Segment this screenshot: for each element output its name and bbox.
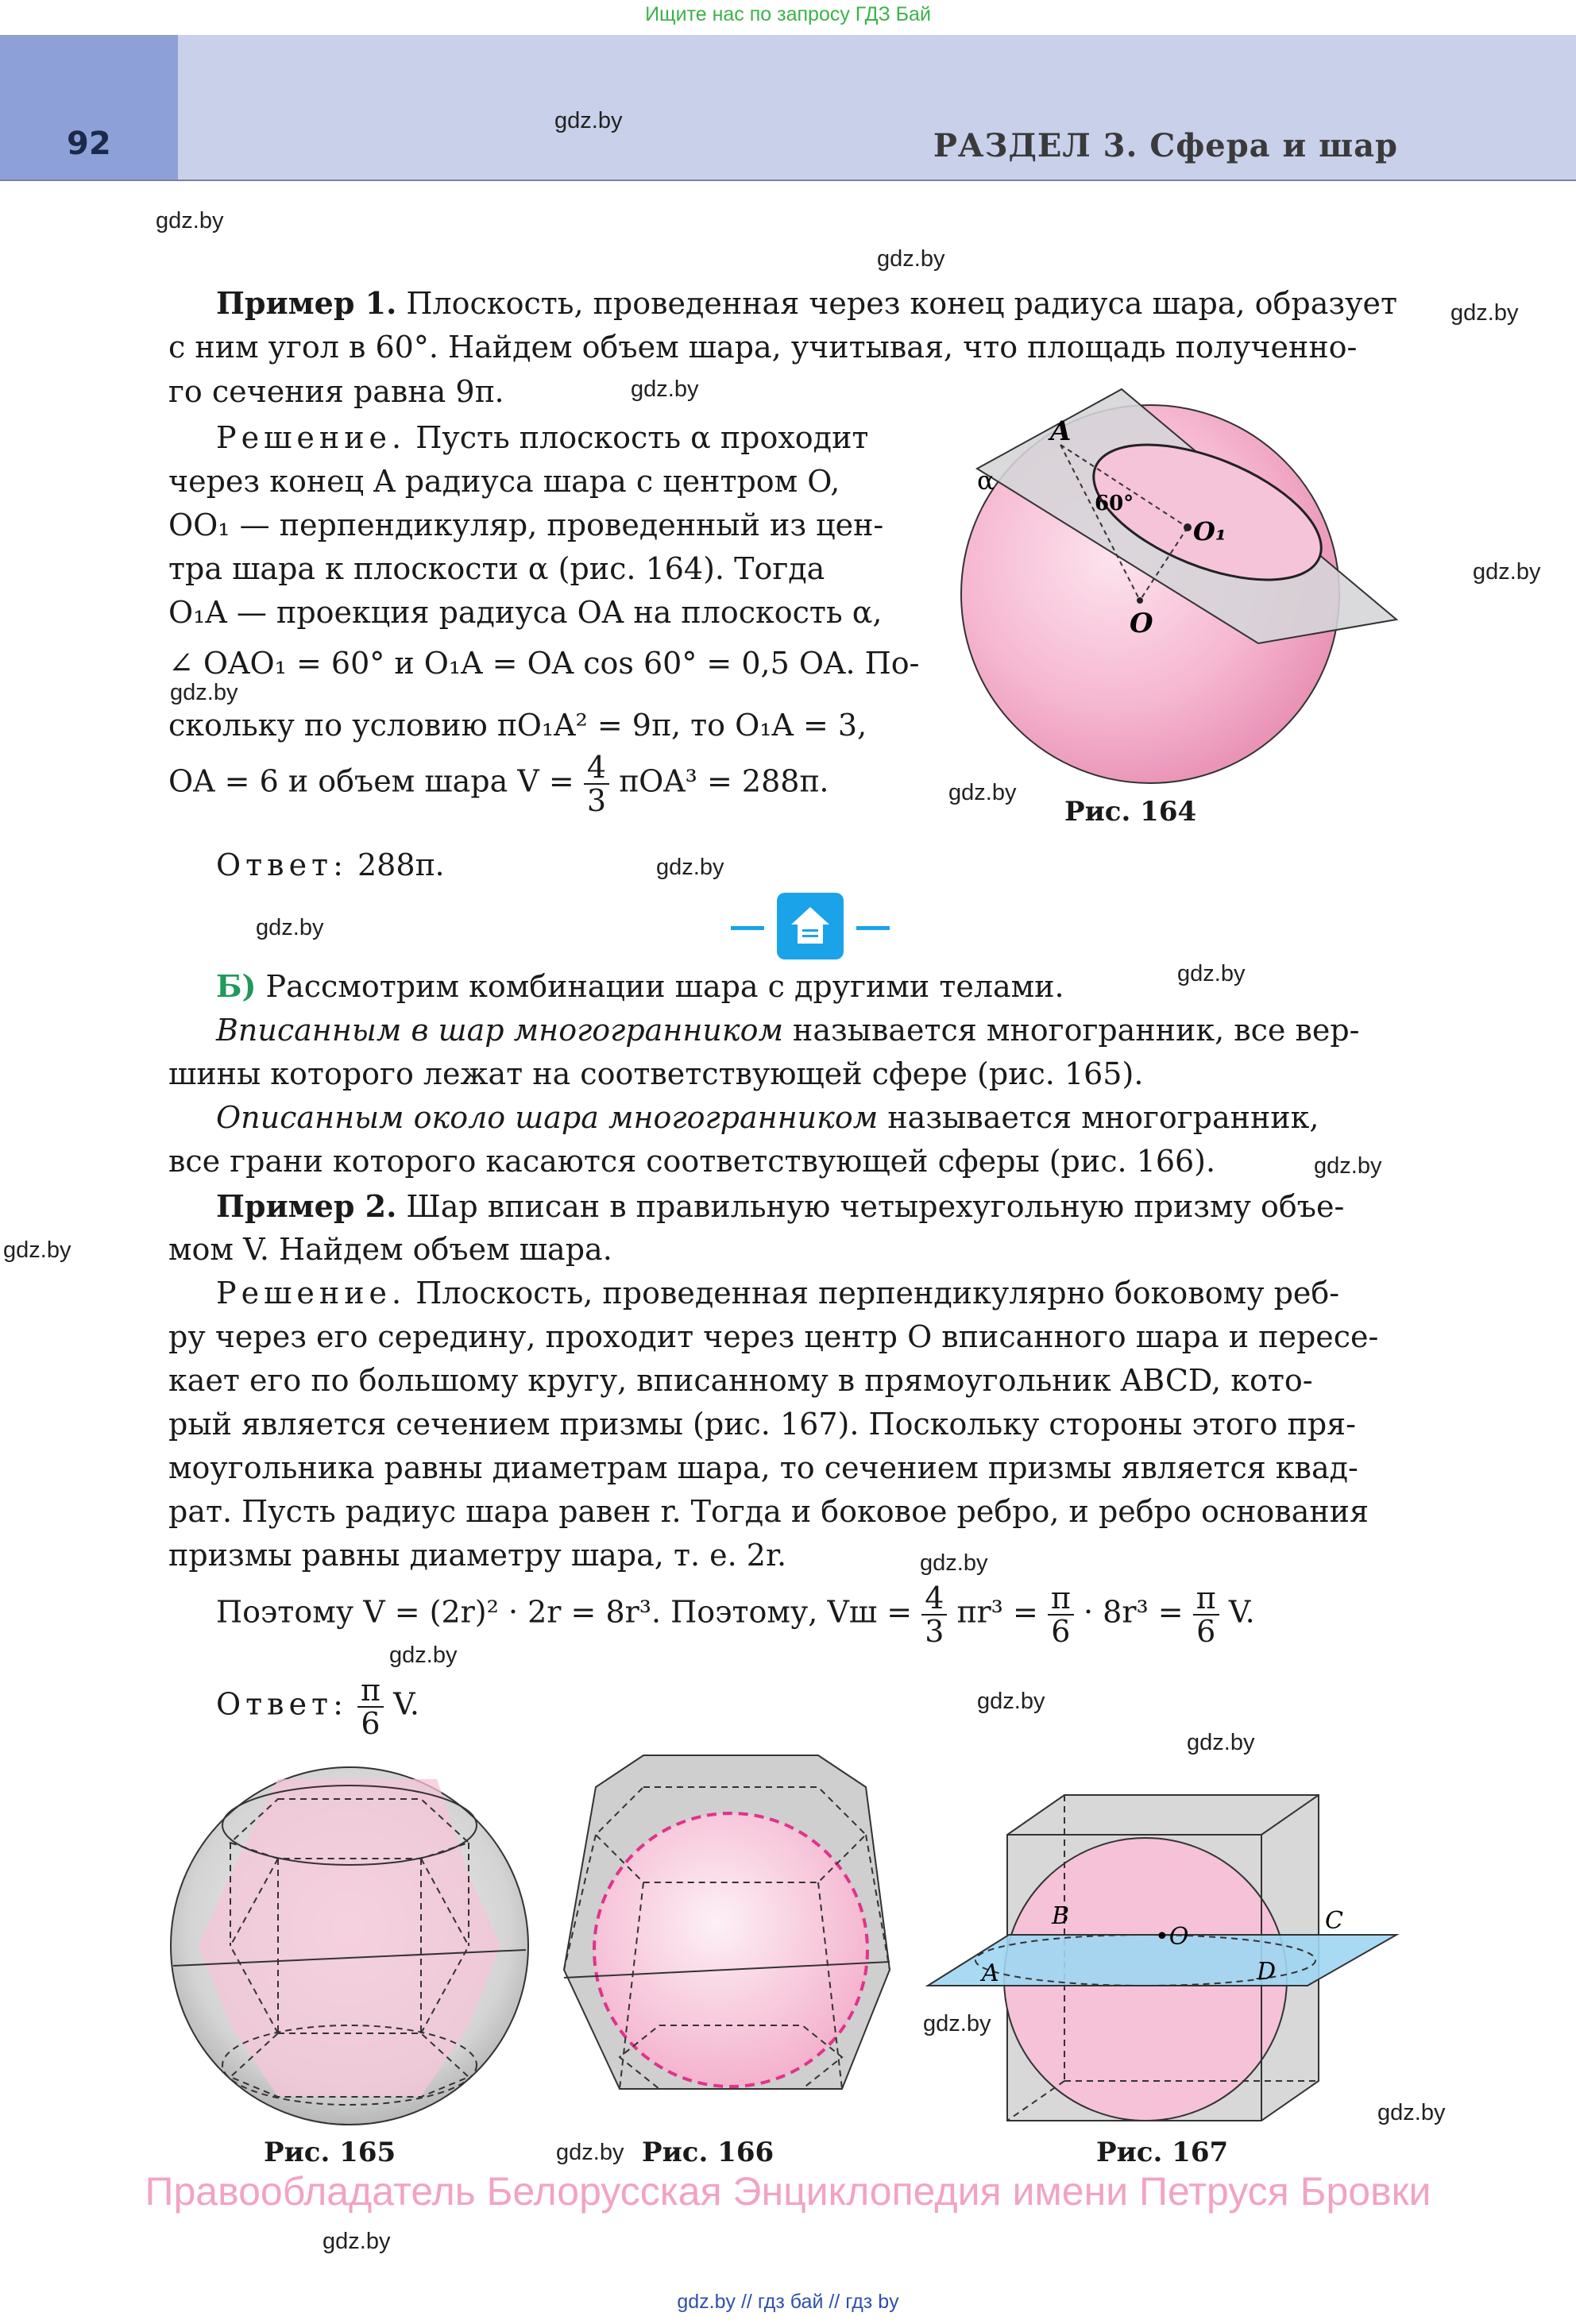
label-a: A — [982, 1959, 999, 1987]
watermark: gdz.by — [923, 2011, 991, 2036]
watermark: gdz.by — [920, 1550, 988, 1576]
example1-line2: с ним угол в 60°. Найдем объем шара, учитывая, что площадь полученно- — [168, 330, 1358, 365]
solution2-line2: ру через его середину, проходит через центр O вписанного шара и пересе- — [168, 1319, 1379, 1354]
section-title: РАЗДЕЛ 3. Сфера и шар — [933, 127, 1398, 164]
label-c: C — [1325, 1907, 1343, 1935]
figure-165 — [159, 1763, 540, 2129]
label-o1: O₁ — [1193, 516, 1226, 546]
example2-line2: мом V. Найдем объем шара. — [168, 1232, 612, 1267]
watermark: gdz.by — [556, 2140, 624, 2165]
caption-fig165: Рис. 165 — [264, 2137, 396, 2168]
solution2-line3: кает его по большому кругу, вписанному в прямоугольник ABCD, кото- — [168, 1363, 1313, 1398]
solution1-line2: через конец A радиуса шара с центром O, — [168, 464, 840, 499]
def1-line2: шины которого лежат на соответствующей сфере (рис. 165). — [168, 1056, 1144, 1091]
watermark: gdz.by — [1314, 1153, 1382, 1179]
solution2-line1: Решение. Плоскость, проведенная перпендикулярно боковому реб- — [216, 1276, 1340, 1311]
example2-line1: Пример 2. Шар вписан в правильную четырехугольную призму объе- — [216, 1188, 1345, 1224]
divider-right — [856, 926, 890, 930]
watermark: gdz.by — [323, 2229, 391, 2254]
solution2-line5: моугольника равны диаметрам шара, то сечением призмы является квад- — [168, 1450, 1358, 1485]
watermark: gdz.by — [3, 1237, 71, 1263]
solution2-line4: рый является сечением призмы (рис. 167). Поскольку стороны этого пря- — [168, 1407, 1356, 1442]
solution2-line6: рат. Пусть радиус шара равен r. Тогда и боковое ребро, и ребро основания — [168, 1494, 1369, 1529]
solution1-line1: Решение. Пусть плоскость α проходит — [216, 420, 869, 455]
figure-164 — [953, 373, 1414, 786]
solution1-line8: OA = 6 и объем шара V = $\frac{4}{3}$ πOA³ = 288π. — [168, 750, 829, 818]
label-b: B — [1052, 1902, 1070, 1930]
watermark: gdz.by — [948, 780, 1017, 805]
watermark: gdz.by — [389, 1643, 458, 1668]
def2-line1: Описанным около шара многогранником называется многогранник, — [216, 1100, 1319, 1135]
solution1-line3: OO₁ — перпендикуляр, проведенный из цен- — [168, 508, 884, 542]
label-angle: 60° — [1095, 492, 1134, 515]
label-o: O — [1130, 608, 1153, 639]
solution1-line6: ∠ OAO₁ = 60° и O₁A = OA cos 60° = 0,5 OA. По- — [168, 646, 920, 681]
figure-167 — [921, 1787, 1414, 2129]
answer1: Ответ: 288π. — [216, 847, 445, 882]
watermark: gdz.by — [631, 376, 699, 402]
watermark: gdz.by — [170, 680, 238, 705]
watermark: gdz.by — [1177, 961, 1246, 986]
formula-line: Поэтому V = (2r)² · 2r = 8r³. Поэтому, Vш = $\frac{4}{3}$ πr³ = $\frac{\pi}{6}$ · 8r³ = $\frac{\pi}{6}$ V. — [216, 1581, 1255, 1649]
label-alpha: α — [977, 465, 995, 496]
top-note: Ищите нас по запросу ГДЗ Бай — [645, 3, 931, 25]
page-number: 92 — [67, 125, 111, 162]
answer2: Ответ: $\frac{\pi}{6}$ V. — [216, 1673, 419, 1741]
label-a: A — [1050, 415, 1072, 447]
example1-line1: Пример 1. Плоскость, проведенная через конец радиуса шара, образует — [216, 285, 1397, 321]
watermark: gdz.by — [656, 855, 724, 880]
watermark: gdz.by — [256, 915, 324, 940]
example1-line3: го сечения равна 9π. — [168, 374, 504, 409]
watermark: gdz.by — [1473, 559, 1541, 585]
solution1-line5: O₁A — проекция радиуса OA на плоскость α, — [168, 595, 883, 630]
label-d: D — [1257, 1958, 1277, 1986]
caption-fig166: Рис. 166 — [642, 2137, 774, 2168]
section-icon[interactable] — [777, 893, 844, 959]
label-o: •O — [1155, 1923, 1189, 1951]
def2-line2: все грани которого касаются соответствующей сферы (рис. 166). — [168, 1144, 1216, 1179]
home-icon — [777, 893, 844, 959]
solution1-line4: тра шара к плоскости α (рис. 164). Тогда — [168, 551, 825, 586]
def1-line1: Вписанным в шар многогранником называется многогранник, все вер- — [216, 1013, 1360, 1048]
footer-links[interactable]: gdz.by // гдз бай // гдз by — [677, 2291, 899, 2313]
watermark: gdz.by — [977, 1689, 1045, 1714]
solution1-line7: скольку по условию πO₁A² = 9π, то O₁A = 3, — [168, 708, 867, 743]
divider-left — [731, 926, 764, 930]
point-o1 — [1184, 523, 1192, 531]
partB-line: Б) Рассмотрим комбинации шара с другими телами. — [216, 968, 1064, 1004]
solution2-line7: призмы равны диаметру шара, т. е. 2r. — [168, 1538, 787, 1573]
watermark: gdz.by — [1450, 300, 1519, 326]
point-o — [1137, 597, 1143, 604]
figure-166 — [556, 1739, 906, 2113]
caption-fig167: Рис. 167 — [1096, 2137, 1229, 2168]
watermark: gdz.by — [156, 208, 224, 234]
watermark: gdz.by — [1377, 2100, 1446, 2125]
watermark: gdz.by — [877, 246, 945, 272]
copyright-owner: Правообладатель Белорусская Энциклопедия имени Петруся Бровки — [145, 2169, 1431, 2214]
watermark: gdz.by — [554, 108, 623, 133]
caption-fig164: Рис. 164 — [1064, 796, 1197, 828]
watermark: gdz.by — [1187, 1730, 1255, 1755]
